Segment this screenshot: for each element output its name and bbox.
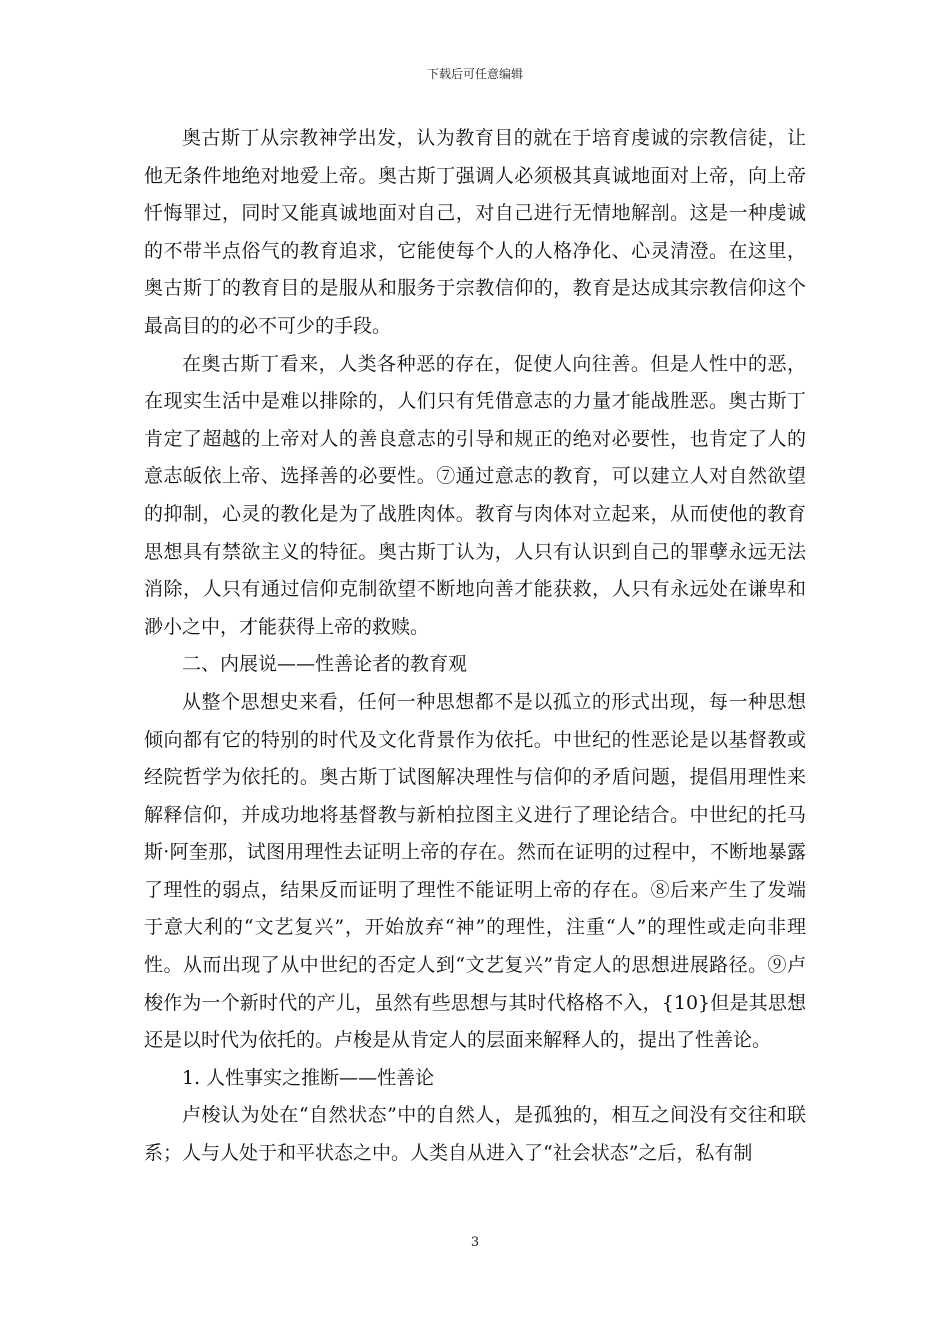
paragraph-augustine-education-aim: 奥古斯丁从宗教神学出发，认为教育目的就在于培育虔诚的宗教信徒，让他无条件地绝对地爱上帝。奥古斯丁强调人必须极其真诚地面对上帝，向上帝忏悔罪过，同时又能真诚地面对自己，对自己进行无情地解剖。这是一种虔诚的不带半点俗气的教育追求，它能使每个人的人格净化、心灵清澄。在这里，奥古斯丁的教育目的是服从和服务于宗教信仰的，教育是达成其宗教信仰这个最高目的的必不可少的手段。: [144, 127, 806, 337]
paragraph-rousseau-natural-state: 卢梭认为处在“自然状态”中的自然人，是孤独的，相互之间没有交往和联系；人与人处于和平状态之中。人类自从进入了“社会状态”之后，私有制: [144, 1104, 806, 1165]
page-header: 下载后可任意编辑: [426, 67, 523, 81]
section-heading-inner-development: 二、内展说——性善论者的教育观: [182, 653, 468, 676]
paragraph-intellectual-history: 从整个思想史来看，任何一种思想都不是以孤立的形式出现，每一种思想倾向都有它的特别的时代及文化背景作为依托。中世纪的性恶论是以基督教或经院哲学为依托的。奥古斯丁试图解决理性与信仰的矛盾问题，提倡用理性来解释信仰，并成功地将基督教与新柏拉图主义进行了理论结合。中世纪的托马斯·阿奎那，试图用理性去证明上帝的存在。然而在证明的过程中，不断地暴露了理性的弱点，结果反而证明了理性不能证明上帝的存在。⑧后来产生了发端于意大利的“文艺复兴”，开始放弃“神”的理性，注重“人”的理性或走向非理性。从而出现了从中世纪的否定人到“文艺复兴”肯定人的思想进展路径。⑨卢梭作为一个新时代的产儿，虽然有些思想与其时代格格不入，{10}但是其思想还是以时代为依托的。卢梭是从肯定人的层面来解释人的，提出了性善论。: [144, 690, 806, 1052]
document-body: [144, 120, 806, 1173]
page-number: 3: [470, 1235, 480, 1250]
subsection-heading-human-nature: 1. 人性事实之推断——性善论: [182, 1066, 435, 1089]
paragraph-augustine-evil-will: 在奥古斯丁看来，人类各种恶的存在，促使人向往善。但是人性中的恶，在现实生活中是难以排除的，人们只有凭借意志的力量才能战胜恶。奥古斯丁肯定了超越的上帝对人的善良意志的引导和规正的绝对必要性，也肯定了人的意志皈依上帝、选择善的必要性。⑦通过意志的教育，可以建立人对自然欲望的抑制，心灵的教化是为了战胜肉体。教育与肉体对立起来，从而使他的教育思想具有禁欲主义的特征。奥古斯丁认为，人只有认识到自己的罪孽永远无法消除，人只有通过信仰克制欲望不断地向善才能获救，人只有永远处在谦卑和渺小之中，才能获得上帝的救赎。: [144, 352, 806, 638]
